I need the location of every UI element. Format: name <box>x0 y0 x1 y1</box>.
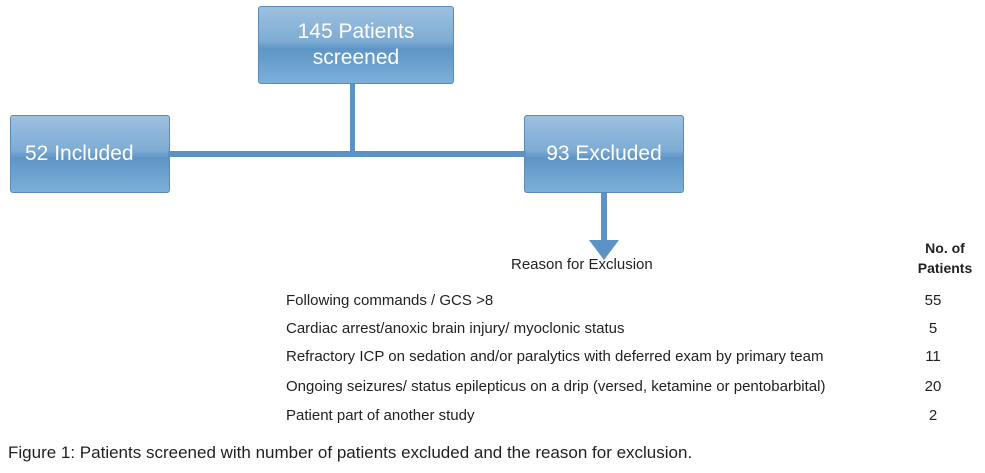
node-excluded <box>524 115 684 193</box>
reason-count: 5 <box>928 320 938 337</box>
node-included <box>10 115 170 193</box>
table-row <box>286 320 976 342</box>
table-row <box>286 378 976 400</box>
reason-text: Patient part of another study <box>286 407 475 424</box>
node-screened-label: 145 Patients screened <box>297 20 415 69</box>
reason-text: Ongoing seizures/ status epilepticus on a drip (versed, ketamine or pentobarbital) <box>286 378 826 395</box>
connector-excluded-vertical <box>601 193 607 244</box>
table-row <box>286 348 976 370</box>
reason-count: 2 <box>928 407 938 424</box>
table-row <box>286 292 976 314</box>
table-row <box>286 407 976 429</box>
reason-count: 20 <box>924 378 942 395</box>
node-screened <box>258 6 454 84</box>
node-included-label: 52 Included <box>25 142 134 166</box>
reason-text: Refractory ICP on sedation and/or paralytics with deferred exam by primary team <box>286 348 824 365</box>
node-excluded-label: 93 Excluded <box>546 142 662 166</box>
reason-text: Following commands / GCS >8 <box>286 292 494 309</box>
reason-count: 11 <box>925 348 941 365</box>
reason-for-exclusion-label: Reason for Exclusion <box>511 256 653 273</box>
reason-text: Cardiac arrest/anoxic brain injury/ myoclonic status <box>286 320 625 337</box>
connector-screened-vertical <box>350 84 355 154</box>
reason-count: 55 <box>924 292 942 309</box>
figure-caption: Figure 1: Patients screened with number of patients excluded and the reason for exclusion. <box>8 443 693 462</box>
count-column-header: No. of Patients <box>917 240 973 277</box>
connector-horizontal <box>168 151 526 157</box>
